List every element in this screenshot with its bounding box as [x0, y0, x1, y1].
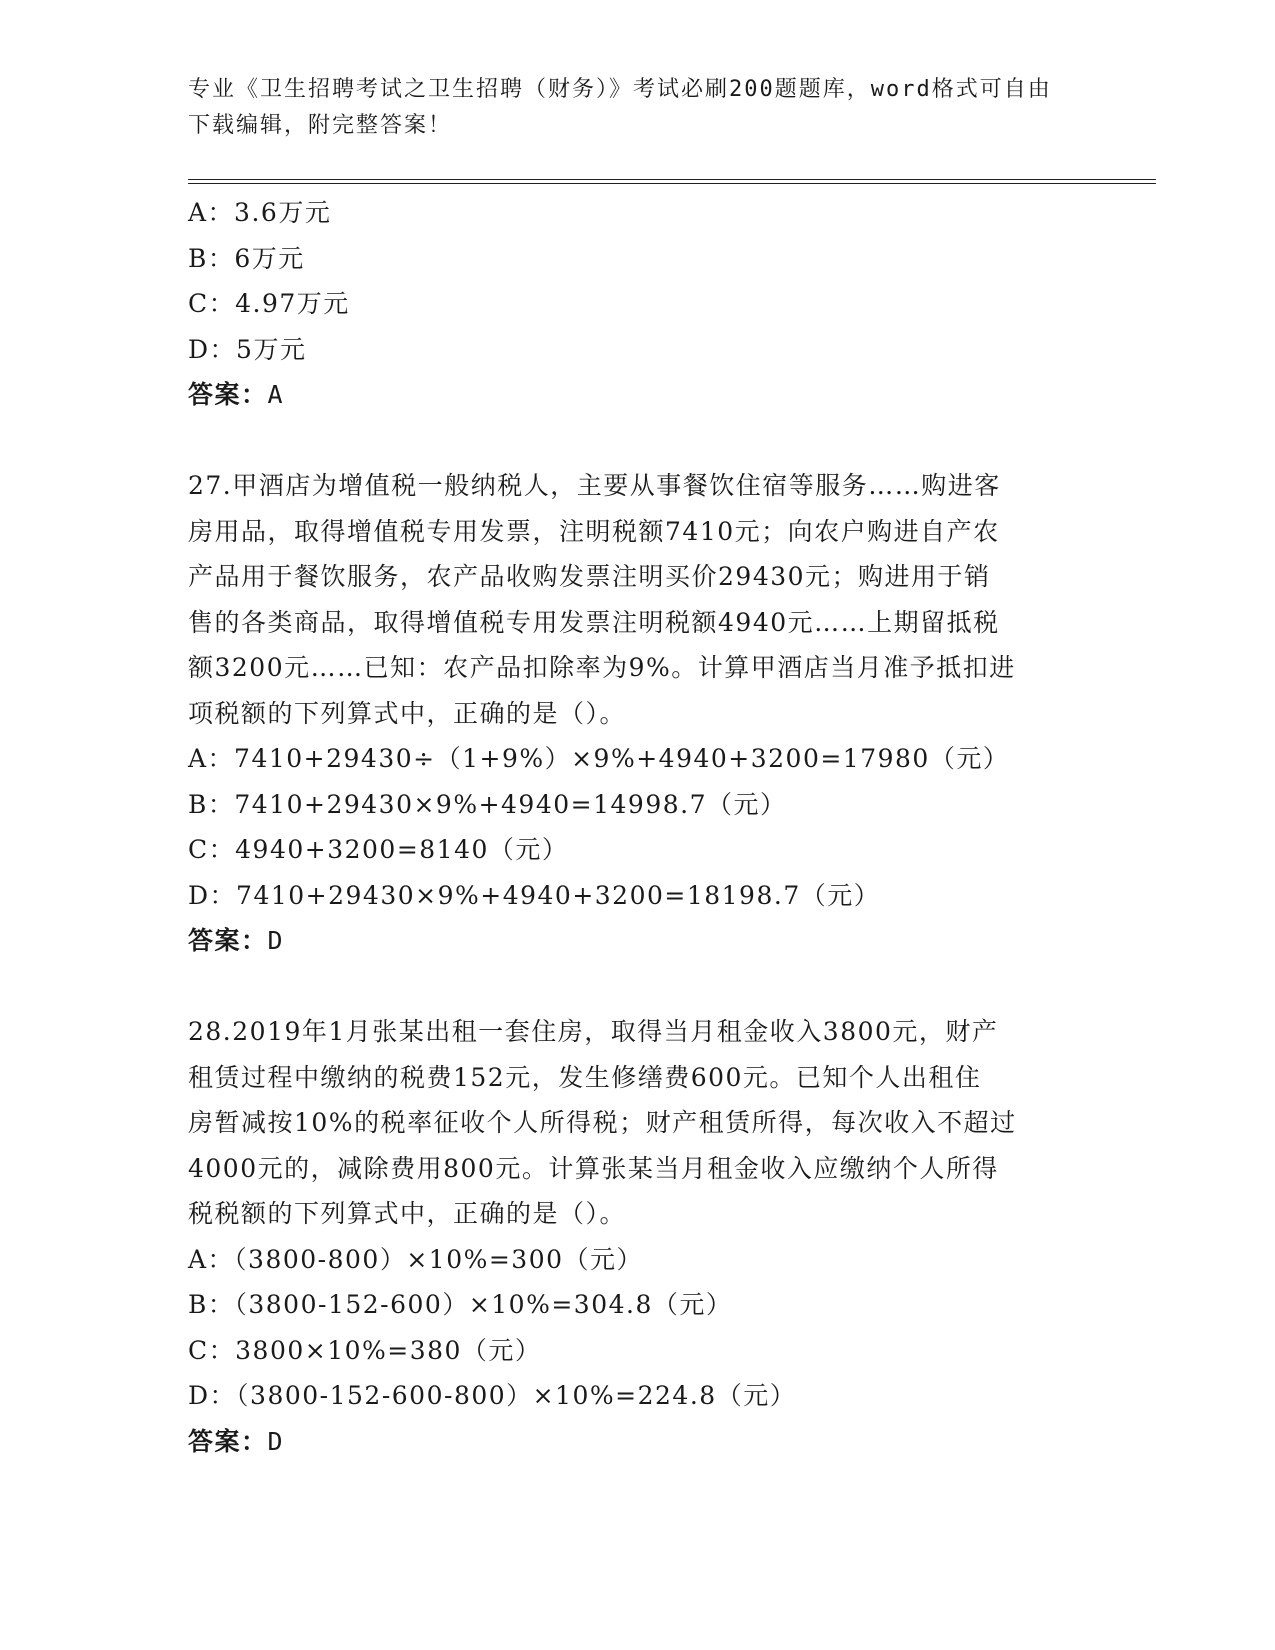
document-header: 专业《卫生招聘考试之卫生招聘（财务）》考试必刷200题题库，word格式可自由下载编辑，附完整答案！	[188, 77, 1052, 138]
option-b: B：6万元	[188, 243, 305, 273]
question-stem-line: 额3200元……已知：农产品扣除率为9%。计算甲酒店当月准予抵扣进	[188, 653, 1016, 682]
option-a: A：7410+29430÷（1+9%）×9%+4940+3200=17980（元）	[188, 744, 1010, 773]
question-stem-line: 项税额的下列算式中，正确的是（）。	[188, 698, 627, 728]
option-b: B：（3800-152-600）×10%=304.8（元）	[188, 1290, 733, 1319]
answer-label: 答案：	[188, 380, 268, 409]
answer-line	[188, 372, 1088, 418]
option-d: D：7410+29430×9%+4940+3200=18198.7（元）	[188, 880, 881, 910]
answer-value: A	[267, 380, 285, 409]
option-d: D：5万元	[188, 334, 307, 364]
answer-label: 答案：	[188, 1426, 268, 1456]
question-stem-line: 售的各类商品，取得增值税专用发票注明税额4940元……上期留抵税	[188, 607, 1000, 637]
answer-value: D	[267, 926, 285, 955]
prev-question	[188, 190, 1088, 418]
question-stem-line: 租赁过程中缴纳的税费152元，发生修缮费600元。已知个人出租住	[188, 1062, 982, 1092]
answer-label: 答案：	[188, 926, 268, 955]
option-c: C：4940+3200=8140（元）	[188, 835, 569, 864]
question-stem-line: 房暂减按10%的税率征收个人所得税；财产租赁所得，每次收入不超过	[188, 1108, 1017, 1137]
answer-value: D	[267, 1426, 285, 1456]
option-a: A：（3800-800）×10%=300（元）	[188, 1244, 644, 1274]
header-divider-top	[188, 179, 1156, 180]
option-a: A：3.6万元	[188, 198, 332, 227]
question-28	[188, 1009, 1088, 1464]
spacer	[188, 964, 1088, 1010]
question-27	[188, 463, 1088, 964]
spacer	[188, 418, 1088, 464]
question-stem-line: 税税额的下列算式中，正确的是（）。	[188, 1199, 627, 1228]
question-stem-line: 房用品，取得增值税专用发票，注明税额7410元；向农户购进自产农	[188, 516, 1000, 546]
answer-line	[188, 1419, 1088, 1465]
option-c: C：4.97万元	[188, 289, 350, 318]
option-d: D：（3800-152-600-800）×10%=224.8（元）	[188, 1381, 797, 1410]
question-stem-line: 27.甲酒店为增值税一般纳税人，主要从事餐饮住宿等服务……购进客	[188, 471, 1001, 500]
header-divider-bottom	[188, 183, 1156, 184]
option-b: B：7410+29430×9%+4940=14998.7（元）	[188, 789, 787, 819]
answer-line	[188, 918, 1088, 964]
question-stem-line: 产品用于餐饮服务，农产品收购发票注明买价29430元；购进用于销	[188, 562, 991, 591]
question-stem-line: 28.2019年1月张某出租一套住房，取得当月租金收入3800元，财产	[188, 1017, 999, 1046]
document-body	[188, 190, 1088, 1464]
option-c: C：3800×10%=380（元）	[188, 1335, 542, 1365]
question-stem-line: 4000元的，减除费用800元。计算张某当月租金收入应缴纳个人所得	[188, 1153, 999, 1183]
